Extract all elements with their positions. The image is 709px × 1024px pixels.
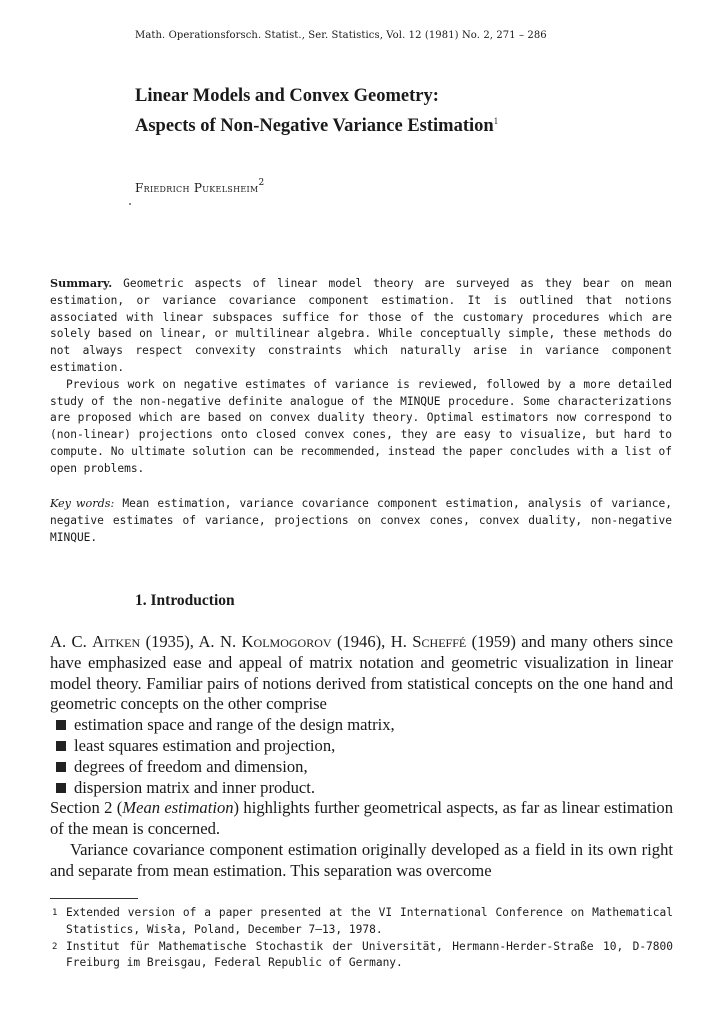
footnote-2-text: Institut für Mathematische Stochastik der Universität, Hermann-Herder-Straße 10, D-7800 Freiburg im Breisgau, Federal Republic of Germany. — [66, 939, 673, 970]
author-name-text: Friedrich Pukelsheim — [135, 181, 259, 195]
title-line-2-text: Aspects of Non-Negative Variance Estimation — [135, 116, 494, 136]
journal-citation: Math. Operationsforsch. Statist., Ser. Statistics, Vol. 12 (1981) No. 2, 271 – 286 — [135, 30, 547, 41]
footnote-1-text: Extended version of a paper presented at the VI International Conference on Mathematical Statistics, Wisła, Poland, December 7–13, 1978. — [66, 906, 673, 936]
intro-author-1-initials: A. C. — [50, 632, 93, 651]
author-name — [135, 178, 264, 195]
summary-paragraph-2: Previous work on negative estimates of variance is reviewed, followed by a more detailed study of the non-negative definite analogue of the MINQUE procedure. Some characterizations are proposed which are based on convex duality theory. Optimal estimators now correspond to (non-linear) projections onto closed convex cones, they are easy to visualize, but hard to compute. No ultimate solution can be recommended, instead the paper concludes with a list of open problems. — [50, 377, 672, 475]
list-item: least squares estimation and projection, — [50, 736, 673, 757]
keywords — [50, 495, 672, 546]
section-heading: 1. Introduction — [135, 592, 235, 609]
author-footnote-mark: 2 — [258, 178, 265, 188]
abstract — [50, 275, 672, 478]
footnote-rule — [50, 898, 138, 899]
speck-mark — [129, 203, 131, 205]
summary-paragraph-1 — [50, 275, 672, 377]
footnote-1-mark: 1 — [52, 908, 58, 918]
intro-author-1-name: Aitken — [92, 632, 141, 651]
list-item: dispersion matrix and inner product. — [50, 778, 673, 799]
title-line-1: Linear Models and Convex Geometry: — [135, 86, 439, 106]
paper-title — [135, 84, 675, 139]
intro-author-3-name: Scheffé — [412, 632, 467, 651]
notion-pairs-list — [50, 715, 673, 798]
title-footnote-mark: 1 — [493, 116, 499, 126]
section2-pre: Section 2 ( — [50, 798, 123, 818]
intro-section2-paragraph — [50, 798, 673, 840]
introduction-body — [50, 632, 673, 882]
intro-paragraph-2: Variance covariance component estimation originally developed as a field in its own right and separate from mean estimation. This separation was overcome — [50, 839, 673, 880]
section2-post: ) highlights further geometrical aspects, as far as linear estimation of the mean is concerned. — [50, 798, 673, 839]
title-line-2 — [135, 109, 675, 139]
summary-label: Summary. — [50, 276, 113, 290]
summary-text-1: Geometric aspects of linear model theory are surveyed as they bear on mean estimation, or variance covariance component estimation. It is outlined that notions associated with linear subspaces suffice for those of the customary procedures which are solely based on linear, or multilinear algebra. While conceptually simple, these methods do not always respect convexity constraints which naturally arise in variance component estimation. — [50, 277, 672, 374]
list-item: degrees of freedom and dimension, — [50, 757, 673, 778]
intro-author-1-year: (1935), A. N. — [140, 632, 242, 651]
intro-author-2-year: (1946), H. — [331, 632, 413, 651]
intro-paragraph-1 — [50, 632, 673, 715]
list-item: estimation space and range of the design matrix, — [50, 715, 673, 736]
intro-author-2-name: Kolmogorov — [241, 632, 332, 651]
footnotes — [50, 905, 673, 972]
keywords-label: Key words: — [50, 497, 115, 510]
footnote-2 — [50, 939, 673, 973]
keywords-text: Mean estimation, variance covariance component estimation, analysis of variance, negative estimates of variance, projections on convex cones, convex duality, non-negative MINQUE. — [50, 497, 672, 544]
section2-ref: Mean estimation — [122, 798, 234, 818]
footnote-2-mark: 2 — [52, 941, 58, 952]
footnote-1 — [50, 905, 673, 939]
intro-lead-text: (1959) and many others since have emphasized ease and appeal of matrix notation and geometric visualization in linear model theory. Familiar pairs of notions derived from statistical concepts on the one hand and geometric concepts on the other comprise — [50, 632, 673, 714]
